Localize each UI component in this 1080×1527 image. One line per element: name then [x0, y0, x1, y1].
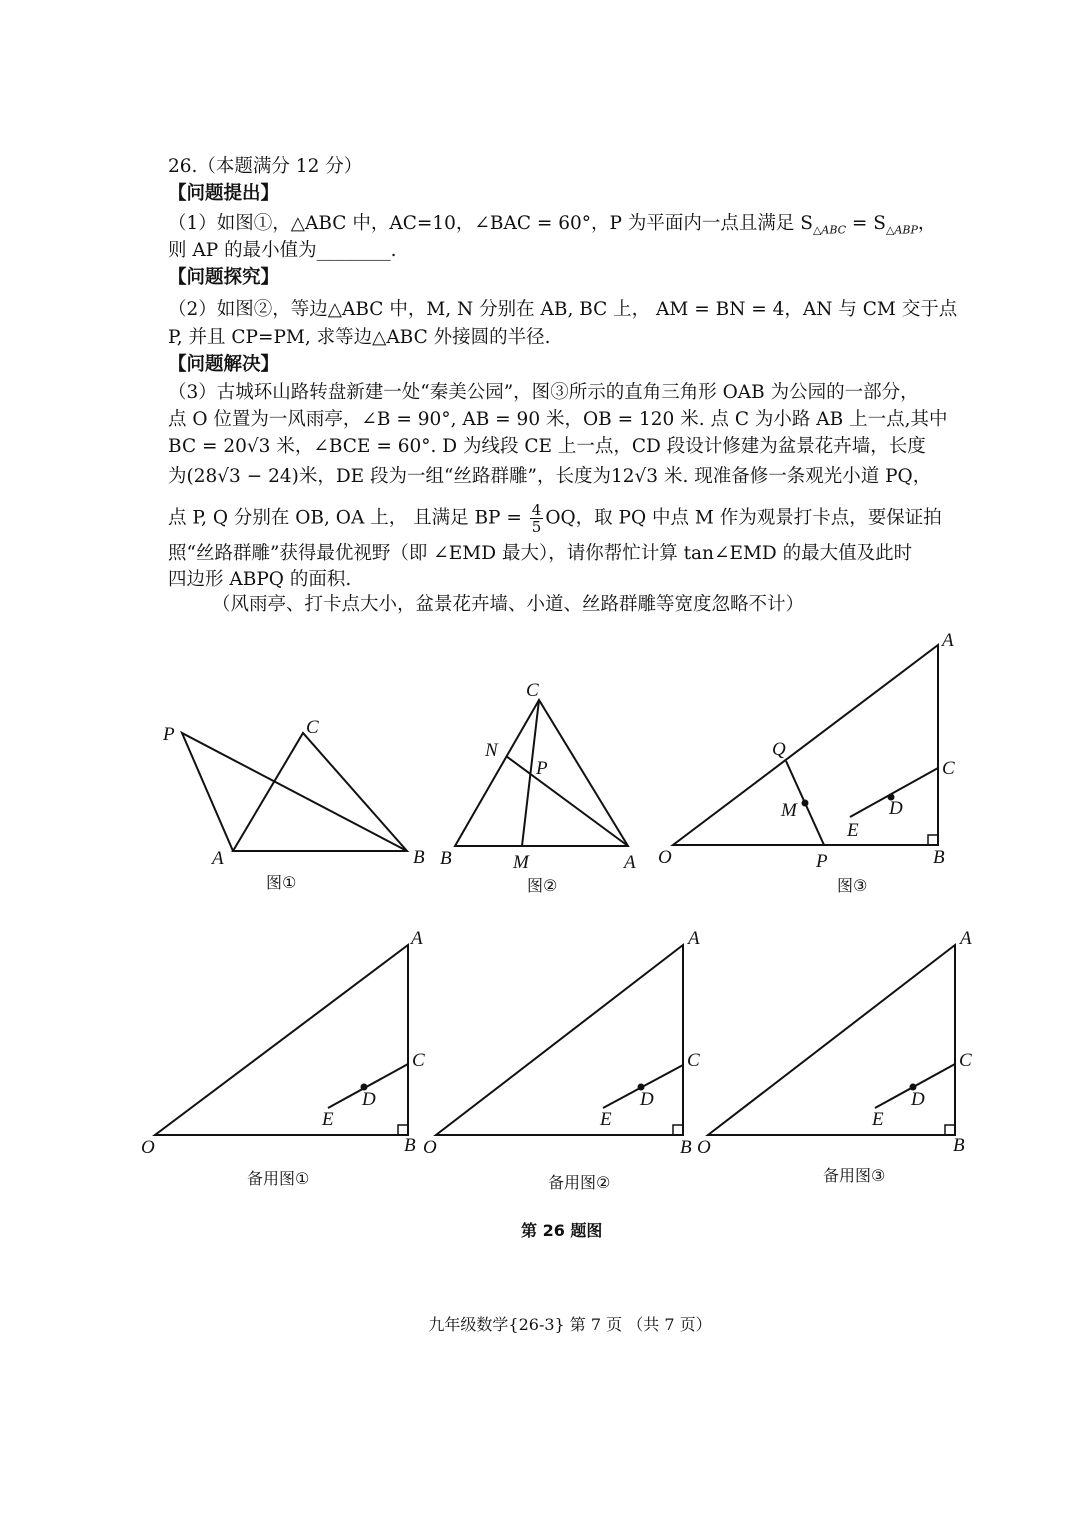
label-d: D [362, 1089, 376, 1110]
spare1-caption: 备用图① [247, 1169, 310, 1188]
label-a: A [942, 630, 954, 651]
label-n: N [485, 740, 498, 761]
label-o: O [697, 1137, 711, 1158]
section-title-problem: 【问题提出】 [168, 183, 280, 204]
question-2-line-1: （2）如图②，等边△ABC 中，M, N 分别在 AB, BC 上， AM = BN = 4，AN 与 CM 交于点 [168, 299, 958, 320]
label-c: C [526, 680, 539, 701]
page-footer: 九年级数学{26-3} 第 7 页 （共 7 页） [428, 1315, 712, 1334]
question-3-note: （风雨亭、打卡点大小，盆景花卉墙、小道、丝路群雕等宽度忽略不计） [212, 594, 805, 615]
question-3-line-3: BC = 20√3 米，∠BCE = 60°. D 为线段 CE 上一点，CD 段设计修建为盆景花卉墙，长度 [168, 436, 926, 457]
q3-line5-start: 点 P, Q 分别在 OB, OA 上， 且满足 BP = [168, 507, 528, 529]
right-angle-mark [673, 1125, 683, 1135]
question-3-line-6: 照“丝路群雕”获得最优视野（即 ∠EMD 最大），请你帮忙计算 tan∠EMD 的最大值及此时 [168, 543, 913, 564]
q1-end: ， [917, 213, 937, 234]
fig2-caption: 图② [527, 876, 558, 895]
question-3-line-2: 点 O 位置为一风雨亭，∠B = 90°, AB = 90 米，OB = 120 米. 点 C 为小路 AB 上一点,其中 [168, 409, 948, 430]
label-a: A [960, 928, 972, 949]
q1-eq: = S [846, 213, 886, 234]
question-3-line-7: 四边形 ABPQ 的面积. [168, 569, 352, 590]
label-c: C [959, 1050, 972, 1071]
label-o: O [658, 847, 672, 868]
question-1-line-2: 则 AP 的最小值为________. [168, 240, 397, 261]
q3-line5-end: OQ，取 PQ 中点 M 作为观景打卡点，要保证拍 [545, 507, 942, 529]
label-q: Q [772, 739, 786, 760]
label-b: B [404, 1135, 416, 1156]
figure-3 [658, 630, 955, 895]
label-e: E [872, 1109, 884, 1130]
label-c: C [687, 1050, 700, 1071]
spare3-caption: 备用图③ [823, 1166, 886, 1185]
fig1-lines-pa-pb [182, 733, 407, 851]
figure-1 [162, 717, 425, 892]
label-d: D [889, 798, 903, 819]
section-title-explore: 【问题探究】 [168, 267, 280, 288]
label-e: E [847, 820, 859, 841]
fraction-numerator: 4 [531, 501, 542, 519]
label-a: A [624, 852, 636, 873]
fig1-triangle-abc [233, 733, 407, 851]
label-a: A [212, 848, 224, 869]
label-e: E [600, 1109, 612, 1130]
label-c: C [412, 1050, 425, 1071]
question-3-line-4: 为(28√3 − 24)米，DE 段为一组“丝路群雕”，长度为12√3 米. 现准备修一条观光小道 PQ， [168, 466, 932, 487]
label-m: M [781, 800, 797, 821]
q1-sub-abc: △ABC [812, 223, 847, 237]
label-d: D [640, 1089, 654, 1110]
label-o: O [141, 1137, 155, 1158]
spare-figure-3 [697, 928, 972, 1185]
fraction-denominator: 5 [531, 518, 542, 536]
right-angle-mark [945, 1125, 955, 1135]
right-angle-mark [398, 1125, 408, 1135]
label-e: E [322, 1109, 334, 1130]
question-3-line-1: （3）古城环山路转盘新建一处“秦美公园”，图③所示的直角三角形 OAB 为公园的一部分， [168, 382, 919, 403]
fig1-caption: 图① [266, 873, 297, 892]
label-o: O [423, 1137, 437, 1158]
question-2-line-2: P, 并且 CP=PM, 求等边△ABC 外接圆的半径. [168, 327, 551, 348]
label-p: P [816, 851, 828, 872]
spare-figure-1 [141, 928, 425, 1188]
label-b: B [953, 1135, 965, 1156]
label-c: C [942, 758, 955, 779]
label-b: B [680, 1137, 692, 1158]
label-b: B [933, 847, 945, 868]
point-m [803, 801, 808, 806]
q1-text: （1）如图①，△ABC 中，AC=10，∠BAC = 60°，P 为平面内一点且满足 S [168, 213, 813, 234]
section-title-solve: 【问题解决】 [168, 354, 280, 375]
label-c: C [306, 717, 319, 738]
q1-sub-abp: △ABP [885, 223, 918, 237]
figure-title: 第 26 题图 [521, 1221, 603, 1240]
label-d: D [911, 1089, 925, 1110]
label-m: M [513, 852, 529, 873]
spare-figure-2 [423, 928, 700, 1192]
question-header: 26.（本题满分 12 分） [168, 156, 363, 177]
right-angle-mark [928, 835, 938, 845]
spare2-caption: 备用图② [548, 1173, 611, 1192]
label-a: A [411, 928, 423, 949]
label-b: B [440, 848, 452, 869]
label-p: P [163, 724, 175, 745]
fig3-caption: 图③ [837, 876, 868, 895]
label-b: B [413, 847, 425, 868]
figure-2 [440, 680, 636, 895]
label-p: P [536, 758, 548, 779]
label-a: A [688, 928, 700, 949]
